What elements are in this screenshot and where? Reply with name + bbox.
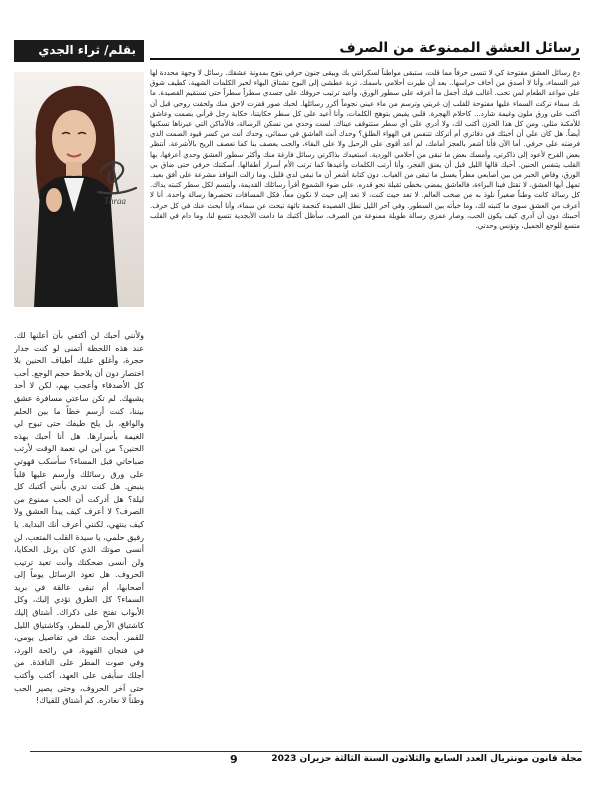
page-footer — [30, 751, 582, 768]
title-bar — [150, 40, 580, 60]
page-number: 9 — [230, 753, 238, 766]
article-title: رسائل العشق الممنوعة من الصرف — [339, 40, 580, 56]
author-banner — [14, 40, 144, 62]
article-text: دع رسائل العشق مفتوحة كي لا تنسى حرفاً مما قلت، ستبقى مواطناً لسكرانتي بك وبيقى جنون حرفي يتوج بمدونة عشقك. رسائل لا وجهة محددة لها غير السماء، وأنا لا أصدق من أخاف حراسها.. بعد أن طيرت أحلامي باسمك. تربة عطشى إلى البوح تشتاق البهاء لحبر الكلمات الشهية، كطيف شوق على مواعد الطعام لمن تحب. أغالب فيك أجمل ما أعرفه على سطور الورق، وأعيد ترتيب حروفك على جسدي سطراً سطراً حتى تستقيم القصيدة. ما بك سماء تركت السماء عليها مفتوحة للقلب إن غربتي وترسم من ماء عيني نجوماً أكرر رسائلها. لحبك صور قفزت لاحق منك ولحقت روحي قبل أن أكتب على ورق ملون وغيمة شارد... كاحلام الهجرة. قلبي يفيض بتوهج الكلمات، وأنا أعيد على كل سطر حكايتنا، حكاية رجل قرأني بصمت وعاشق للأمكنة مثلي. ومن كل هذا الحزن أكتب لك، ولا أدري على أي سطر ستتوقف عيناك. لست وحدي من تسكن الرسالة، فالأماكن التي عبرناها تسكنها أيضاً. هل كان علي أن أخبئك في دفاتري أم أتركك تتنفس في الهواء الطلق؟ وحدك أنت العاشق في سمائي، وحدك أنت من كسر قيود الصمت الذي فرضته على حرفي. أما الآن فأنا أشعر بالعجز أمامك، لم أعد أقوى على الرحيل ولا على البقاء، والحب يعصف بنا كما تعصف الريح بالأشرعة. أنتظر بعض الفرح لأعود إلى ذاكرتي، وأمسك بعض ما تبقى من أحلامي الوردية. استعيدك بذاكرتي رسائل فارغة منك وأكثر سطور العشق وحدي أعرفها، بها القلب يتنفس الحنين. أحبك قالها الليل قبل أن يعتق الفجر، وأنا أرتب الكلمات وأعيدها كما ترتب الأم أسرار أطفالها. أسكنتك حرفي حتى ضاق بي الورق، وفاض الحبر من بين أصابعي مطراً يغسل ما تبقى من الغياب. دون كتابة أشعر أن ما تبقى لدي قليل، وما زالت النوافذ مشرعة على أفق بعيد. تمهل أيها العشق، لا تقتل فينا البراءة، فالعاشق يمضي بخطى ثقيلة نحو قدره. على ضوء الشموع أقرأ رسائلك القديمة، وأبتسم لكل سطر كتبته يداك. كل رسالة كانت وطناً صغيراً نلوذ به من صخب العالم. لا تعد حيث كنت، لا تعد إلى حيث لا نكون معاً، فكل المسافات تختصرها رسالة واحدة. أنا لا أعرف من العشق سوى ما كتبته لك، وما خبأته بين السطور. وفي آخر الليل تطل القصيدة كنجمة تائهة تبحث عن سماء، وأنا أبحث عنك في كل حرف. أحببتك دون أن أدري كيف يكون الحب، وصار عمري رسالة طويلة ممنوعة من الصرف. سأظل أكتبك ما دامت الأبجدية تتسع لنا، وما دام في القلب متسع للوجع الجميل، وتؤنس وحدتي. — [150, 69, 580, 231]
signature-text: Thraa — [104, 196, 127, 206]
article-body — [150, 68, 580, 768]
magazine-issue-info: مجلة قانون مونتريال العدد السابع والثلاثون السنة الثالثة حزيران 2023 — [271, 754, 582, 764]
author-portrait-image — [14, 72, 144, 307]
author-name: بقلم/ ثراء الجدي — [38, 43, 136, 57]
sidebar-column: ولأنني أحبك لن أكتفي بأن أعلنها لك. عند هذه اللحظة أتمنى لو كنت جدار حجرة، وأغلق عليك أطياف الحنين بلا اختصار دون أن يلاحظ حجم الوجع. أحب كل الأصدقاء وأعجب بهم، لكن لا أحد يشبهك. لم تكن ساعتي مسافرة عشق بيننا، كنت أرسم خطاً ما بين الحلم والواقع، بل يلح طيفك حتى تبوح لي الغيمة بأسرارها. هل أنا أحبك بهذه الحنين؟ من أين لي نعمة الوقت لأرتب صباحاتي قبل المساء؟ سأسكب قهوتي على ورق رسائلك وأرسم عليها قلباً ينبض. هل كنت تدري بأنني أكتبك كل ليلة؟ هل أدركت أن الحب ممنوع من الصرف؟ لا أعرف كيف يبدأ العشق ولا كيف ينتهي، لكنني أعرف أنك البداية. يا رفيق حلمي، يا سيدة القلب المتعب، لن أنسى صوتك الذي كان يرتل الحكايا، ولن أنسى ضحكتك وأنت تعيد ترتيب الحروف. هل تعود الرسائل يوماً إلى أصحابها، أم تبقى عالقة في بريد السماء؟ كل الطرق تؤدي إليك، وكل الأبواب تفتح على ذكراك. أشتاق إليك كاشتياق الأرض للمطر، وكاشتياق الليل للقمر. أبحث عنك في تفاصيل يومي، في فنجان القهوة، في رائحة الورد، وفي صوت المطر على النافذة. من أجلك سأبقى على العهد، أكتب وأكتب حتى آخر الحروف، وحتى يصير الحب وطناً لا نغادره. كم أشتاق للقياك! — [14, 331, 144, 706]
author-photo — [14, 72, 144, 307]
